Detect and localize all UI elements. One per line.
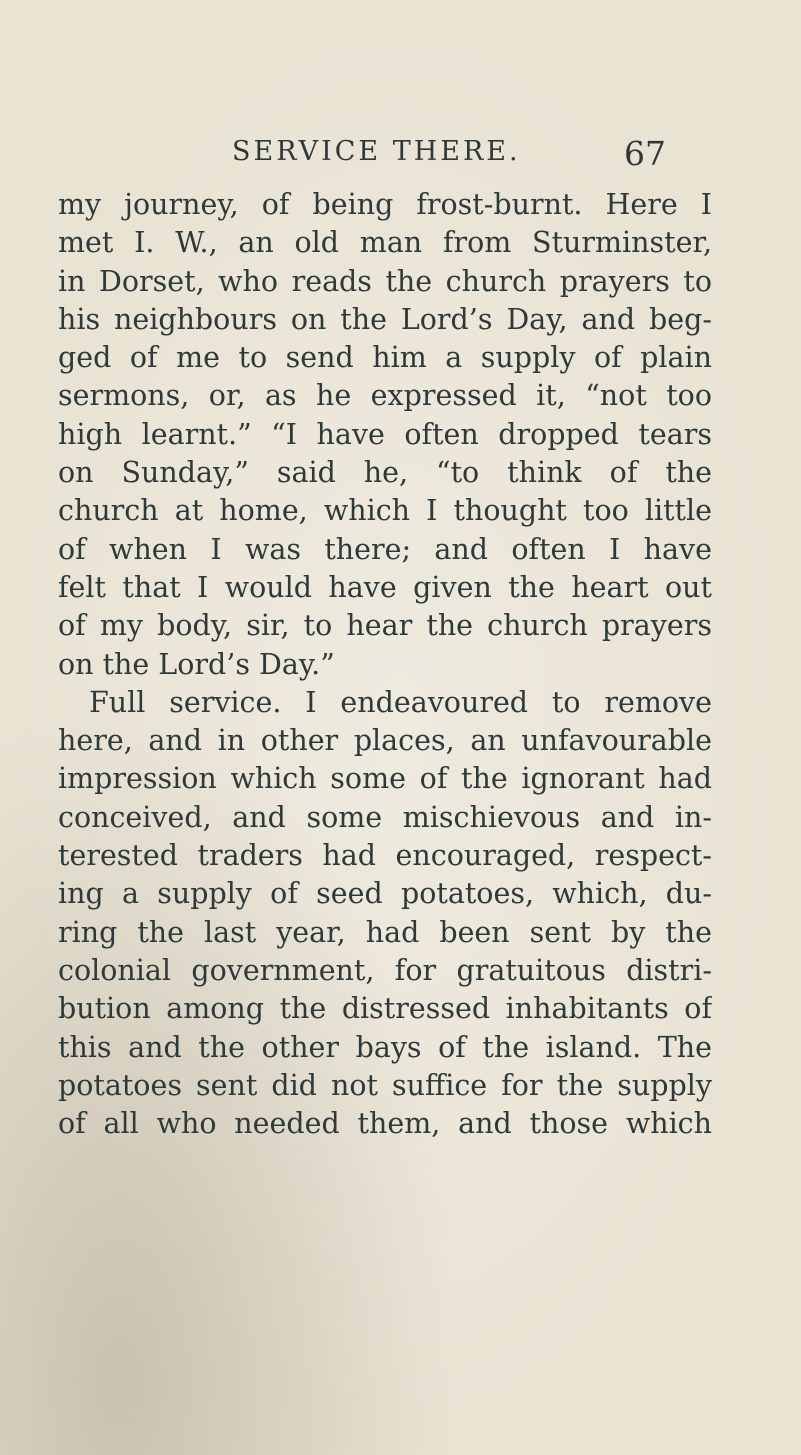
- text-line: of my body, sir, to hear the church prayers: [58, 609, 712, 643]
- text-line: impression which some of the ignorant had: [58, 762, 712, 796]
- running-title: SERVICE THERE.: [232, 136, 521, 167]
- running-head: [232, 136, 712, 176]
- text-line: of all who needed them, and those which: [58, 1107, 712, 1141]
- text-line: ring the last year, had been sent by the: [58, 915, 712, 949]
- text-line: this and the other bays of the island. The: [58, 1030, 712, 1064]
- text-line: here, and in other places, an unfavourable: [58, 724, 712, 758]
- text-line: felt that I would have given the heart out: [58, 570, 712, 604]
- text-line: church at home, which I thought too little: [58, 494, 712, 528]
- text-line: his neighbours on the Lord’s Day, and beg-: [58, 302, 712, 336]
- text-line: sermons, or, as he expressed it, “not too: [58, 379, 712, 413]
- text-line: terested traders had encouraged, respect-: [58, 839, 712, 873]
- text-line: colonial government, for gratuitous distri-: [58, 953, 712, 987]
- text-line: met I. W., an old man from Sturminster,: [58, 226, 712, 260]
- text-line: bution among the distressed inhabitants of: [58, 992, 712, 1026]
- text-line: high learnt.” “I have often dropped tears: [58, 417, 712, 451]
- page-number: 67: [624, 134, 666, 173]
- text-line: in Dorset, who reads the church prayers to: [58, 264, 712, 298]
- text-line: conceived, and some mischievous and in-: [58, 800, 712, 834]
- text-line-paragraph-start: Full service. I endeavoured to remove: [89, 685, 712, 719]
- text-line: potatoes sent did not suffice for the supply: [58, 1068, 712, 1102]
- text-line-paragraph-end: on the Lord’s Day.”: [58, 647, 335, 681]
- text-line: ged of me to send him a supply of plain: [58, 341, 712, 375]
- text-line: on Sunday,” said he, “to think of the: [58, 456, 712, 490]
- text-line: ing a supply of seed potatoes, which, du-: [58, 877, 712, 911]
- text-line: of when I was there; and often I have: [58, 532, 712, 566]
- body-text: [58, 186, 712, 1143]
- text-line: my journey, of being frost-burnt. Here I: [58, 188, 712, 221]
